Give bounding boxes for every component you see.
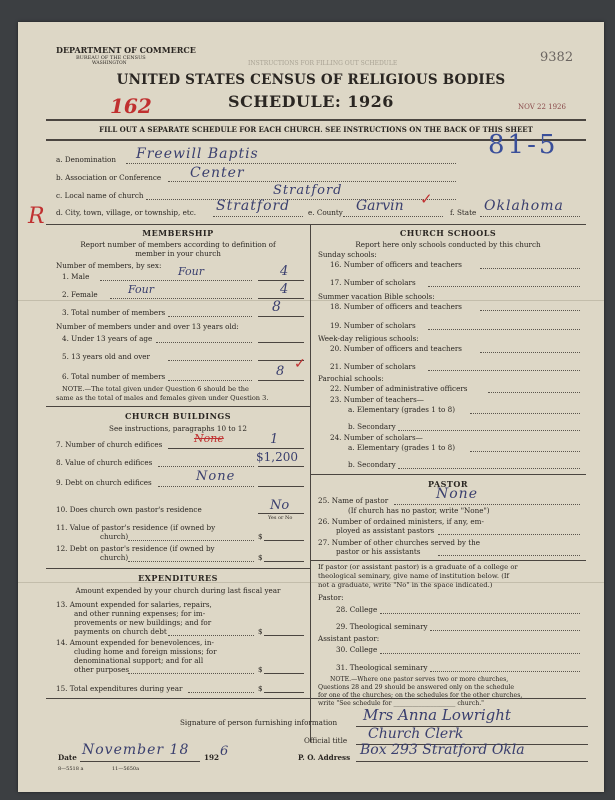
q7-struck-value: None: [194, 432, 224, 445]
q14-line-2: cluding home and foreign missions; for: [74, 647, 217, 656]
q25-label: 25. Name of pastor: [318, 496, 389, 505]
form-title: UNITED STATES CENSUS OF RELIGIOUS BODIES: [116, 72, 506, 88]
q11-label: 11. Value of pastor's residence (if owned by: [56, 523, 216, 532]
q2-label: 2. Female: [62, 290, 98, 299]
q6-dots: [168, 380, 252, 381]
association-label: b. Association or Conference: [56, 173, 162, 182]
q14-dots: [128, 673, 254, 674]
grid-top-rule: [46, 224, 586, 225]
year-prefix: 192: [204, 753, 220, 762]
q9-label: 9. Debt on church edifices: [56, 478, 152, 487]
q7-value: 1: [270, 432, 279, 447]
q1-value: 4: [280, 264, 289, 279]
q1-dots: [100, 280, 252, 281]
form-number-2: 11—5650a: [112, 766, 140, 772]
membership-intro-2: member in your church: [135, 249, 221, 258]
q4-label: 4. Under 13 years of age: [62, 334, 153, 343]
q24a-dots: [470, 451, 580, 452]
q9-value: None: [196, 469, 236, 484]
q27-label-cont: pastor or his assistants: [336, 547, 421, 556]
q25-dots: [394, 504, 580, 505]
received-date-stamp: NOV 22 1926: [518, 103, 566, 111]
q10-value: No: [270, 498, 290, 513]
expenditures-intro: Amount expended by your church during last fiscal year: [75, 586, 281, 595]
city-line: [213, 216, 303, 217]
schools-bottom-rule: [310, 474, 586, 475]
q14-dollar: $: [258, 665, 263, 674]
pastor-sub-label: Pastor:: [318, 593, 344, 602]
q10-label: 10. Does church own pastor's residence: [56, 505, 202, 514]
q2-note: Four: [128, 283, 154, 296]
q12-label-cont: church): [100, 553, 129, 562]
buildings-intro: See instructions, paragraphs 10 to 12: [109, 424, 247, 433]
sunday-label: Sunday schools:: [318, 250, 377, 259]
red-check-mark: ✓: [420, 190, 433, 208]
schedule-title: SCHEDULE: 1926: [228, 92, 394, 111]
q2-value: 4: [280, 282, 289, 297]
q27-label: 27. Number of other churches served by the: [318, 538, 481, 547]
q23a-label: a. Elementary (grades 1 to 8): [348, 405, 455, 414]
q2-dots: [110, 298, 252, 299]
q22-label: 22. Number of administrative officers: [330, 384, 468, 393]
city-field-label: d. City, town, village, or township, etc.: [56, 208, 197, 217]
denomination-value: Freewill Baptis: [136, 146, 259, 162]
q13-dots: [168, 635, 254, 636]
q28-dots: [380, 613, 580, 614]
state-value: Oklahoma: [484, 198, 564, 214]
q26-label-cont: ployed as assistant pastors: [336, 526, 435, 535]
under-over-label: Number of members under and over 13 years old:: [56, 322, 239, 331]
official-title-label: Official title: [304, 736, 348, 745]
q12-dollar: $: [258, 553, 263, 562]
q29-label: 29. Theological seminary: [336, 622, 428, 631]
po-address-value: Box 293 Stratford Okla: [360, 742, 525, 758]
q15-dollar: $: [258, 684, 263, 693]
signature-value: Mrs Anna Lowright: [363, 706, 511, 724]
year-value: 6: [220, 744, 229, 759]
q3-label: 3. Total number of members: [62, 308, 166, 317]
q4-answer-line: [258, 342, 304, 343]
q14-line-1: 14. Amount expended for benevolences, in-: [56, 638, 214, 647]
q14-line-4: other purposes: [74, 665, 130, 674]
bureau-label: BUREAU OF THE CENSUS: [76, 55, 146, 61]
q4-dots: [156, 342, 252, 343]
membership-bottom-rule: [46, 406, 310, 407]
q1-label: 1. Male: [62, 272, 90, 281]
stamp-number: 9382: [540, 50, 574, 65]
pastor-note-4: write "See schedule for ____________________ church.": [318, 700, 485, 707]
date-value: November 18: [82, 742, 190, 758]
buildings-heading: CHURCH BUILDINGS: [125, 411, 231, 421]
red-r-mark: R: [28, 204, 45, 229]
q16-label: 16. Number of officers and teachers: [330, 260, 462, 269]
q21-dots: [428, 370, 580, 371]
membership-intro-1: Report number of members according to definition of: [80, 240, 276, 249]
q15-dots: [188, 692, 254, 693]
city-label: WASHINGTON: [92, 61, 127, 66]
q13-line-3: provements or new buildings; and for: [74, 618, 212, 627]
city-value: Stratford: [216, 198, 291, 214]
q2-answer-line: [258, 298, 304, 299]
q26-label: 26. Number of ordained ministers, if any, em-: [318, 517, 484, 526]
q9-answer-line: [258, 486, 304, 487]
q23-label: 23. Number of teachers—: [330, 395, 424, 404]
state-label: f. State: [450, 208, 477, 217]
q9-dots: [158, 486, 254, 487]
q12-answer-line: [264, 561, 304, 562]
q19-label: 19. Number of scholars: [330, 321, 416, 330]
q11-dollar: $: [258, 532, 263, 541]
date-label: Date: [58, 753, 77, 762]
q20-dots: [480, 352, 580, 353]
q23a-dots: [470, 413, 580, 414]
q11-label-cont: church): [100, 532, 129, 541]
q30-label: 30. College: [336, 645, 378, 654]
pastor-note-1: NOTE.—Where one pastor serves two or more churches,: [330, 676, 509, 683]
graduate-instr-1: If pastor (or assistant pastor) is a graduate of a college or: [318, 563, 518, 571]
q25-note: (If church has no pastor, write "None"): [348, 506, 490, 515]
pastor-mid-rule: [310, 560, 586, 561]
q29-dots: [430, 630, 580, 631]
q8-answer-line: [258, 466, 304, 467]
expenditures-heading: EXPENDITURES: [138, 573, 218, 583]
county-value: Garvin: [356, 198, 404, 214]
faint-bleedthrough-text: INSTRUCTIONS FOR FILLING OUT SCHEDULE: [248, 60, 398, 67]
schools-heading: CHURCH SCHOOLS: [399, 228, 497, 238]
q5-dots: [168, 360, 252, 361]
q3-dots: [168, 316, 252, 317]
local-name-value: Stratford: [273, 183, 343, 198]
pastor-note-2: Questions 28 and 29 should be answered only on the schedule: [318, 684, 515, 691]
po-address-label: P. O. Address: [298, 753, 351, 762]
q24b-label: b. Secondary: [348, 460, 396, 469]
q24-label: 24. Number of scholars—: [330, 433, 423, 442]
q8-value: $1,200: [256, 450, 298, 464]
q3-value: 8: [272, 299, 281, 315]
form-number: 8—5518 a: [58, 766, 84, 772]
official-title-value: Church Clerk: [368, 726, 464, 742]
association-value: Center: [190, 165, 245, 181]
q18-label: 18. Number of officers and teachers: [330, 302, 462, 311]
by-sex-label: Number of members, by sex:: [56, 261, 162, 270]
local-name-line: [146, 199, 456, 200]
q1-answer-line: [258, 280, 304, 281]
q25-value: None: [436, 486, 478, 502]
q8-label: 8. Value of church edifices: [56, 458, 153, 467]
q18-dots: [480, 310, 580, 311]
local-name-label: c. Local name of church: [56, 191, 144, 200]
q7-answer-line: [168, 448, 304, 449]
buildings-bottom-rule: [46, 568, 310, 569]
assistant-sub-label: Assistant pastor:: [318, 634, 380, 643]
denomination-label: a. Denomination: [56, 155, 116, 164]
summer-label: Summer vacation Bible schools:: [318, 292, 435, 301]
q6-red-check: ✓: [294, 356, 306, 372]
q6-label: 6. Total number of members: [62, 372, 166, 381]
q6-value: 8: [276, 364, 285, 379]
parochial-label: Parochial schools:: [318, 374, 384, 383]
q30-dots: [380, 653, 580, 654]
q21-label: 21. Number of scholars: [330, 362, 416, 371]
q24b-dots: [398, 468, 580, 469]
q8-dots: [158, 466, 254, 467]
date-line: [80, 761, 200, 762]
q5-label: 5. 13 years old and over: [62, 352, 150, 361]
membership-heading: MEMBERSHIP: [142, 228, 214, 238]
q13-line-1: 13. Amount expended for salaries, repairs,: [56, 600, 212, 609]
q17-label: 17. Number of scholars: [330, 278, 416, 287]
q1-note: Four: [178, 265, 204, 278]
q23b-label: b. Secondary: [348, 422, 396, 431]
q10-answer-line: [258, 513, 304, 514]
q16-dots: [480, 268, 580, 269]
county-line: [343, 216, 443, 217]
q28-label: 28. College: [336, 605, 378, 614]
state-line: [480, 216, 580, 217]
q19-dots: [428, 329, 580, 330]
q15-label: 15. Total expenditures during year: [56, 684, 183, 693]
q22-dots: [488, 392, 580, 393]
q24a-label: a. Elementary (grades 1 to 8): [348, 443, 455, 452]
q31-dots: [430, 671, 580, 672]
q11-dots: [128, 540, 254, 541]
q3-answer-line: [258, 316, 304, 317]
q12-dots: [128, 561, 254, 562]
q14-answer-line: [264, 673, 304, 674]
header-rule-top: [46, 119, 586, 121]
blue-code-number: 81-5: [488, 130, 559, 160]
q13-line-4: payments on church debt: [74, 627, 167, 636]
q13-dollar: $: [258, 627, 263, 636]
q23b-dots: [398, 430, 580, 431]
yes-no-caption: Yes or No: [268, 515, 293, 521]
q26-dots: [438, 534, 580, 535]
census-schedule-form: [18, 22, 604, 792]
q6-answer-line: [258, 380, 304, 381]
q17-dots: [428, 286, 580, 287]
membership-note-2: same as the total of males and females given under Question 3.: [56, 394, 269, 402]
graduate-instr-2: theological seminary, give name of institution below. (If: [318, 572, 510, 580]
weekday-label: Week-day religious schools:: [318, 334, 419, 343]
dept-label: DEPARTMENT OF COMMERCE: [56, 45, 196, 55]
pastor-note-3: for one of the churches; on the schedules for the other churches,: [318, 692, 523, 699]
denomination-line: [126, 163, 456, 164]
membership-note-1: NOTE.—The total given under Question 6 should be the: [62, 385, 249, 393]
association-line: [168, 181, 456, 182]
county-label: e. County: [308, 208, 343, 217]
q12-label: 12. Debt on pastor's residence (if owned by: [56, 544, 215, 553]
q7-label: 7. Number of church edifices: [56, 440, 163, 449]
q31-label: 31. Theological seminary: [336, 663, 428, 672]
q13-line-2: and other running expenses; for im-: [74, 609, 206, 618]
pastor-heading: PASTOR: [428, 479, 468, 489]
red-handwritten-number: 162: [110, 94, 152, 118]
q13-answer-line: [264, 635, 304, 636]
graduate-instr-3: not a graduate, write "No" in the space indicated.): [318, 581, 493, 589]
signature-label: Signature of person furnishing information: [180, 718, 338, 727]
q15-answer-line: [264, 692, 304, 693]
schools-intro: Report here only schools conducted by this church: [355, 240, 541, 249]
po-address-line: [356, 761, 588, 762]
q14-line-3: denominational support; and for all: [74, 656, 204, 665]
separate-schedule-instruction: FILL OUT A SEPARATE SCHEDULE FOR EACH CHURCH. SEE INSTRUCTIONS ON THE BACK OF THIS SHEET: [99, 125, 533, 134]
q27-dots: [438, 555, 580, 556]
q11-answer-line: [264, 540, 304, 541]
q20-label: 20. Number of officers and teachers: [330, 344, 462, 353]
